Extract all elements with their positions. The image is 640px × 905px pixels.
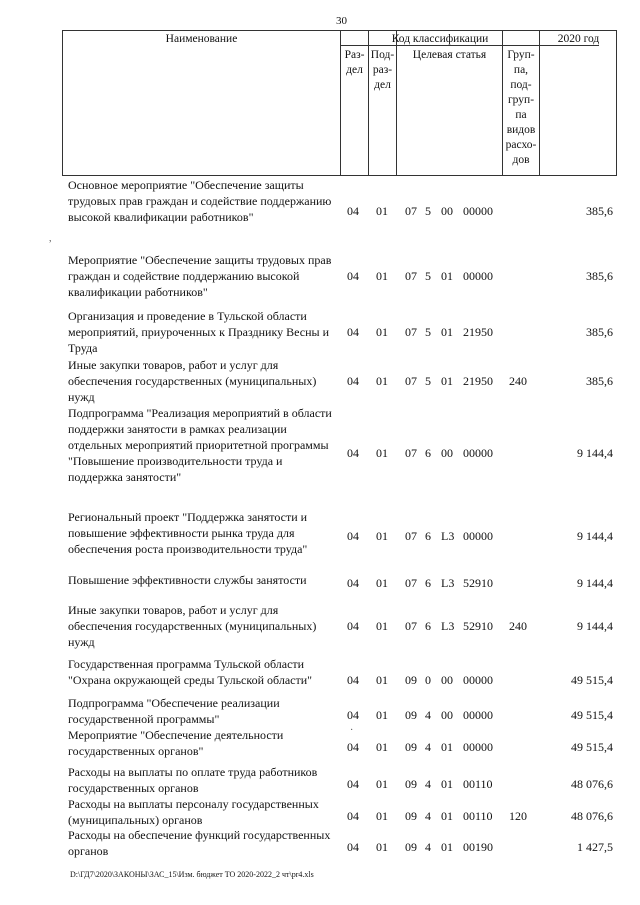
row-code-cs4: 21950 <box>463 325 493 339</box>
row-code-cs3: 00 <box>441 673 453 687</box>
row-code-cs2: 0 <box>425 673 431 687</box>
row-code-cs3: 01 <box>441 374 453 388</box>
row-name: Региональный проект "Поддержка занятости и повышение эффективности рынка труда для обеспечения роста производительности труда" <box>68 510 308 556</box>
row-name: Расходы на выплаты по оплате труда работников государственных органов <box>68 765 318 795</box>
row-amount: 49 515,4 <box>571 740 613 754</box>
row-code-cs1: 09 <box>405 673 417 687</box>
row-code-cs2: 6 <box>425 446 431 460</box>
row-code-cs4: 00110 <box>463 809 493 823</box>
row-amount: 49 515,4 <box>571 708 613 722</box>
row-code-cs1: 09 <box>405 740 417 754</box>
row-code-cs3: L3 <box>441 529 455 543</box>
row-code-pr: 01 <box>376 446 388 460</box>
row-code-cs2: 4 <box>425 708 431 722</box>
row-code-rz: 04 <box>347 204 359 218</box>
row-amount: 385,6 <box>586 325 613 339</box>
row-code-cs3: 01 <box>441 269 453 283</box>
row-code-cs3: 00 <box>441 708 453 722</box>
row-code-cs1: 07 <box>405 446 417 460</box>
row-code-cs2: 5 <box>425 269 431 283</box>
row-amount: 385,6 <box>586 204 613 218</box>
row-code-cs1: 07 <box>405 325 417 339</box>
row-code-cs2: 4 <box>425 840 431 854</box>
row-code-pr: 01 <box>376 777 388 791</box>
row-code-cs1: 07 <box>405 619 417 633</box>
row-name: Повышение эффективности службы занятости <box>68 573 307 587</box>
row-amount: 9 144,4 <box>577 529 613 543</box>
row-name: Организация и проведение в Тульской области мероприятий, приуроченных к Празднику Весны и Труда <box>68 309 329 355</box>
row-code-pr: 01 <box>376 673 388 687</box>
row-code-cs4: 00190 <box>463 840 493 854</box>
row-code-rz: 04 <box>347 740 359 754</box>
table-header <box>62 30 617 176</box>
row-amount: 9 144,4 <box>577 446 613 460</box>
row-code-cs1: 07 <box>405 576 417 590</box>
row-amount: 385,6 <box>586 374 613 388</box>
row-code-rz: 04 <box>347 446 359 460</box>
row-code-cs1: 09 <box>405 809 417 823</box>
name-column-header: Наименование <box>165 33 238 45</box>
row-amount: 9 144,4 <box>577 576 613 590</box>
row-code-cs4: 21950 <box>463 374 493 388</box>
row-code-cs3: 01 <box>441 740 453 754</box>
target-article-header: Целевая статья <box>412 49 487 61</box>
row-code-rz: 04 <box>347 576 359 590</box>
year-column-header: 2020 год <box>557 33 600 45</box>
file-path-footer: D:\ГД7\2020\ЗАКОНЫ\ЗАС_15\Изм. бюджет ТО 2020-2022_2 чт\pr4.xls <box>70 870 314 879</box>
row-code-pr: 01 <box>376 708 388 722</box>
expense-group-header: Груп- па, под- груп- па видов расхо- дов <box>505 49 537 166</box>
row-name: Мероприятие "Обеспечение защиты трудовых прав граждан и содействие поддержанию высокой квалификации работников" <box>68 253 332 299</box>
row-code-cs1: 09 <box>405 840 417 854</box>
row-code-cs2: 6 <box>425 576 431 590</box>
row-name: Расходы на выплаты персоналу государственных (муниципальных) органов <box>68 797 319 827</box>
row-name: Иные закупки товаров, работ и услуг для обеспечения государственных (муниципальных) нужд <box>68 603 317 649</box>
row-code-cs3: L3 <box>441 576 455 590</box>
row-code-vr: 240 <box>509 619 527 633</box>
row-code-cs1: 07 <box>405 204 417 218</box>
row-name: Основное мероприятие "Обеспечение защиты трудовых прав граждан и содействие поддержанию высокой квалификации работников" <box>68 178 332 224</box>
subsection-column-header: Под- раз- дел <box>370 49 395 91</box>
row-code-cs2: 4 <box>425 777 431 791</box>
row-code-rz: 04 <box>347 777 359 791</box>
row-code-rz: 04 <box>347 708 359 722</box>
row-code-cs4: 00000 <box>463 204 493 218</box>
row-code-rz: 04 <box>347 673 359 687</box>
row-code-vr: 240 <box>509 374 527 388</box>
row-code-cs3: L3 <box>441 619 455 633</box>
row-code-cs2: 6 <box>425 529 431 543</box>
row-code-cs3: 00 <box>441 446 453 460</box>
row-code-pr: 01 <box>376 809 388 823</box>
row-code-rz: 04 <box>347 325 359 339</box>
row-code-cs2: 5 <box>425 325 431 339</box>
row-code-cs4: 00000 <box>463 673 493 687</box>
row-code-cs3: 01 <box>441 777 453 791</box>
row-code-pr: 01 <box>376 374 388 388</box>
row-code-cs1: 09 <box>405 708 417 722</box>
row-code-cs3: 01 <box>441 809 453 823</box>
row-code-cs1: 07 <box>405 529 417 543</box>
row-code-cs1: 09 <box>405 777 417 791</box>
row-code-pr: 01 <box>376 840 388 854</box>
row-name: Мероприятие "Обеспечение деятельности государственных органов" <box>68 728 284 758</box>
section-column-header: Раз- дел <box>344 49 365 76</box>
row-code-pr: 01 <box>376 529 388 543</box>
classification-code-header: Код классификации <box>391 33 489 45</box>
row-code-cs3: 01 <box>441 840 453 854</box>
row-code-cs3: 01 <box>441 325 453 339</box>
row-code-rz: 04 <box>347 619 359 633</box>
row-code-cs4: 00000 <box>463 708 493 722</box>
row-code-pr: 01 <box>376 576 388 590</box>
row-code-rz: 04 <box>347 529 359 543</box>
row-code-cs2: 4 <box>425 740 431 754</box>
row-amount: 9 144,4 <box>577 619 613 633</box>
row-amount: 385,6 <box>586 269 613 283</box>
row-code-cs4: 00000 <box>463 269 493 283</box>
row-amount: 48 076,6 <box>571 809 613 823</box>
row-code-cs1: 07 <box>405 374 417 388</box>
row-code-cs2: 6 <box>425 619 431 633</box>
row-code-rz: 04 <box>347 809 359 823</box>
row-code-pr: 01 <box>376 740 388 754</box>
row-code-rz: 04 <box>347 374 359 388</box>
row-code-pr: 01 <box>376 325 388 339</box>
row-name: Подпрограмма "Реализация мероприятий в области поддержки занятости в рамках реализации отдельных мероприятий приоритетной программы "Повышение производительности труда и поддержка занятости" <box>68 406 332 484</box>
row-code-cs2: 4 <box>425 809 431 823</box>
row-code-cs4: 00110 <box>463 777 493 791</box>
row-code-cs2: 5 <box>425 374 431 388</box>
row-code-cs4: 52910 <box>463 576 493 590</box>
page-number: 30 <box>336 15 347 27</box>
row-name: Расходы на обеспечение функций государственных органов <box>68 828 331 858</box>
row-amount: 1 427,5 <box>577 840 613 854</box>
row-name: Иные закупки товаров, работ и услуг для обеспечения государственных (муниципальных) нужд <box>68 358 317 404</box>
row-code-cs4: 00000 <box>463 740 493 754</box>
row-amount: 49 515,4 <box>571 673 613 687</box>
row-code-pr: 01 <box>376 269 388 283</box>
row-code-rz: 04 <box>347 840 359 854</box>
row-code-cs4: 00000 <box>463 446 493 460</box>
row-code-cs3: 00 <box>441 204 453 218</box>
header-divider <box>539 31 540 175</box>
row-name: Подпрограмма "Обеспечение реализации государственной программы" <box>68 696 280 726</box>
row-name: Государственная программа Тульской области "Охрана окружающей среды Тульской области" <box>68 657 313 687</box>
row-code-vr: 120 <box>509 809 527 823</box>
row-code-pr: 01 <box>376 619 388 633</box>
row-amount: 48 076,6 <box>571 777 613 791</box>
row-code-cs2: 5 <box>425 204 431 218</box>
row-code-pr: 01 <box>376 204 388 218</box>
row-code-cs1: 07 <box>405 269 417 283</box>
row-code-cs4: 00000 <box>463 529 493 543</box>
row-code-rz: 04 <box>347 269 359 283</box>
row-code-cs4: 52910 <box>463 619 493 633</box>
